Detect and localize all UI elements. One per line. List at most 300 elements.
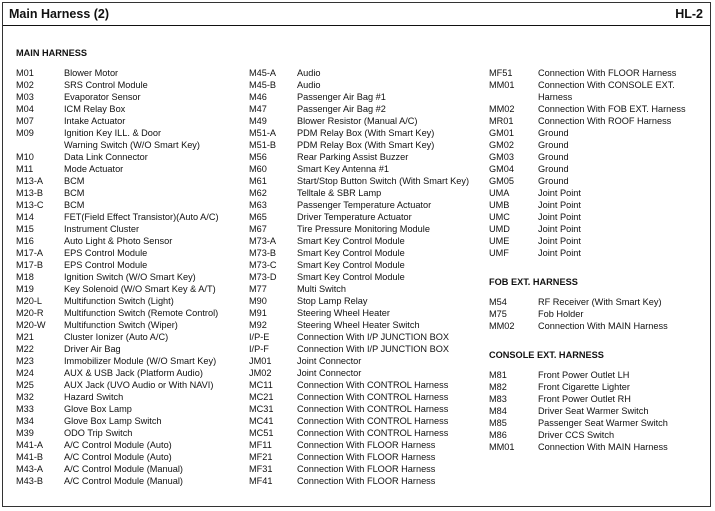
connector-row [249, 451, 485, 463]
connector-description: A/C Control Module (Auto) [64, 440, 172, 450]
connector-code: M13-A [16, 176, 44, 186]
connector-code: M15 [16, 224, 34, 234]
connector-description: Connection With CONTROL Harness [297, 404, 449, 414]
connector-code: M62 [249, 188, 267, 198]
connector-code: M83 [489, 394, 507, 404]
connector-description: Passenger Air Bag #2 [297, 104, 386, 114]
connector-row [16, 463, 244, 475]
connector-row [489, 296, 707, 308]
connector-row [16, 79, 244, 91]
connector-code: M13-B [16, 188, 44, 198]
connector-description: EPS Control Module [64, 248, 148, 258]
connector-description: Start/Stop Button Switch (With Smart Key) [297, 176, 470, 186]
connector-code: M54 [489, 297, 507, 307]
connector-row [16, 307, 244, 319]
connector-row [249, 199, 485, 211]
connector-code: UME [489, 236, 510, 246]
connector-description: Driver Air Bag [64, 344, 121, 354]
connector-description: Instrument Cluster [64, 224, 140, 234]
connector-row [249, 235, 485, 247]
connector-row [249, 427, 485, 439]
column-2 [249, 47, 485, 487]
connector-row [16, 103, 244, 115]
connector-description: Glove Box Lamp [64, 404, 132, 414]
connector-description: Ground [538, 176, 569, 186]
connector-row [489, 187, 707, 199]
connector-code: M39 [16, 428, 34, 438]
connector-description: Evaporator Sensor [64, 92, 141, 102]
connector-code: MM01 [489, 80, 515, 90]
connector-description: RF Receiver (With Smart Key) [538, 297, 662, 307]
connector-description: Telltale & SBR Lamp [297, 188, 382, 198]
connector-description: Joint Connector [297, 368, 362, 378]
section-title-blank [249, 47, 485, 61]
connector-code: M61 [249, 176, 267, 186]
connector-row [16, 451, 244, 463]
connector-row [16, 343, 244, 355]
connector-description: A/C Control Module (Manual) [64, 476, 183, 486]
connector-code: M51-A [249, 128, 277, 138]
connector-description: Front Cigarette Lighter [538, 382, 630, 392]
connector-row [249, 439, 485, 451]
connector-code: M90 [249, 296, 267, 306]
connector-description: Joint Connector [297, 356, 362, 366]
connector-code: MF41 [249, 476, 273, 486]
connector-description: BCM [64, 176, 85, 186]
connector-code: M63 [249, 200, 267, 210]
connector-list-console [489, 369, 707, 453]
connector-code: M60 [249, 164, 267, 174]
connector-code: I/P-E [249, 332, 270, 342]
connector-row [489, 91, 707, 103]
connector-row [489, 320, 707, 332]
connector-code: M34 [16, 416, 34, 426]
connector-code: M75 [489, 309, 507, 319]
connector-row [16, 151, 244, 163]
connector-description: Connection With CONTROL Harness [297, 416, 449, 426]
connector-row [249, 355, 485, 367]
connector-row [16, 91, 244, 103]
connector-description: Connection With FLOOR Harness [297, 464, 436, 474]
connector-code: M13-C [16, 200, 44, 210]
connector-code: MM02 [489, 321, 515, 331]
connector-description: Joint Point [538, 224, 581, 234]
connector-row [249, 415, 485, 427]
connector-description: Multi Switch [297, 284, 347, 294]
connector-row [489, 175, 707, 187]
connector-code: M65 [249, 212, 267, 222]
connector-code: M73-B [249, 248, 277, 258]
connector-row [489, 308, 707, 320]
connector-description: Connection With CONTROL Harness [297, 392, 449, 402]
connector-code: M01 [16, 68, 34, 78]
connector-description: Connection With ROOF Harness [538, 116, 672, 126]
connector-description: Smart Key Control Module [297, 248, 405, 258]
connector-description: Cluster Ionizer (Auto A/C) [64, 332, 169, 342]
connector-row [489, 151, 707, 163]
connector-row [16, 247, 244, 259]
connector-description: Ignition Switch (W/O Smart Key) [64, 272, 196, 282]
connector-description: SRS Control Module [64, 80, 148, 90]
section-title-fob-ext-harness: FOB EXT. HARNESS [489, 277, 578, 287]
connector-list-col3-main [489, 67, 707, 259]
connector-row [249, 223, 485, 235]
connector-row [16, 391, 244, 403]
connector-code: MC11 [249, 380, 273, 390]
connector-description: Smart Key Control Module [297, 272, 405, 282]
connector-row [249, 139, 485, 151]
connector-description: A/C Control Module (Manual) [64, 464, 183, 474]
connector-row [16, 475, 244, 487]
connector-description: Hazard Switch [64, 392, 124, 402]
connector-code: M22 [16, 344, 34, 354]
connector-row [489, 139, 707, 151]
connector-description: Key Solenoid (W/O Smart Key & A/T) [64, 284, 216, 294]
connector-code: M20-R [16, 308, 44, 318]
connector-row [16, 199, 244, 211]
connector-description: Connection With MAIN Harness [538, 321, 668, 331]
connector-description: Passenger Air Bag #1 [297, 92, 386, 102]
connector-code: M86 [489, 430, 507, 440]
connector-description: AUX Jack (UVO Audio or With NAVI) [64, 380, 214, 390]
connector-description: Connection With I/P JUNCTION BOX [297, 332, 449, 342]
connector-row [489, 79, 707, 91]
connector-row [249, 211, 485, 223]
connector-description: Connection With CONTROL Harness [297, 380, 449, 390]
connector-code: M43-B [16, 476, 44, 486]
connector-row [489, 67, 707, 79]
connector-code: M49 [249, 116, 267, 126]
connector-row [489, 405, 707, 417]
connector-row [16, 115, 244, 127]
connector-code: GM05 [489, 176, 515, 186]
section-title-blank [489, 47, 707, 61]
connector-description: Connection With I/P JUNCTION BOX [297, 344, 449, 354]
connector-code: M04 [16, 104, 34, 114]
connector-row [16, 163, 244, 175]
connector-description: Connection With FLOOR Harness [297, 476, 436, 486]
connector-row [16, 211, 244, 223]
connector-row [249, 367, 485, 379]
connector-code: MF21 [249, 452, 273, 462]
connector-row [489, 127, 707, 139]
connector-code: M82 [489, 382, 507, 392]
connector-code: M20-L [16, 296, 43, 306]
connector-code: M17-B [16, 260, 44, 270]
connector-description: Ground [538, 140, 569, 150]
connector-description: Smart Key Control Module [297, 236, 405, 246]
page-frame [2, 2, 711, 507]
connector-code: M11 [16, 164, 34, 174]
connector-row [16, 331, 244, 343]
connector-row [249, 127, 485, 139]
connector-description: Front Power Outlet LH [538, 370, 630, 380]
connector-row [249, 103, 485, 115]
connector-code: UMA [489, 188, 510, 198]
connector-description: Immobilizer Module (W/O Smart Key) [64, 356, 217, 366]
connector-code: M45-B [249, 80, 277, 90]
connector-code: MF51 [489, 68, 513, 78]
connector-row [249, 91, 485, 103]
connector-code: M73-D [249, 272, 277, 282]
connector-description: Ground [538, 128, 569, 138]
connector-row [489, 103, 707, 115]
connector-description: Mode Actuator [64, 164, 124, 174]
connector-description: Connection With MAIN Harness [538, 442, 668, 452]
connector-description: Auto Light & Photo Sensor [64, 236, 173, 246]
connector-code: UMD [489, 224, 510, 234]
section-spacer [489, 259, 707, 276]
connector-row [489, 115, 707, 127]
connector-description: Audio [297, 80, 321, 90]
connector-row [249, 151, 485, 163]
connector-code: I/P-F [249, 344, 269, 354]
connector-row [16, 355, 244, 367]
connector-code: UMF [489, 248, 509, 258]
connector-row [249, 331, 485, 343]
connector-code: M45-A [249, 68, 277, 78]
connector-row [16, 439, 244, 451]
connector-row [16, 223, 244, 235]
connector-code: MC21 [249, 392, 274, 402]
connector-row [16, 295, 244, 307]
column-1 [16, 47, 244, 487]
connector-description: Steering Wheel Heater [297, 308, 390, 318]
connector-row [249, 307, 485, 319]
connector-row [489, 441, 707, 453]
connector-description: Steering Wheel Heater Switch [297, 320, 420, 330]
connector-code: GM02 [489, 140, 515, 150]
connector-row [16, 271, 244, 283]
connector-code: MM02 [489, 104, 515, 114]
connector-row [249, 475, 485, 487]
connector-list-col1 [16, 67, 244, 487]
connector-description: Connection With FOB EXT. Harness [538, 104, 686, 114]
connector-code: M91 [249, 308, 267, 318]
connector-code: GM04 [489, 164, 515, 174]
connector-description: Glove Box Lamp Switch [64, 416, 162, 426]
connector-code: M47 [249, 104, 267, 114]
connector-row [249, 379, 485, 391]
connector-description: FET(Field Effect Transistor)(Auto A/C) [64, 212, 219, 222]
connector-row [16, 235, 244, 247]
connector-code: MR01 [489, 116, 514, 126]
connector-code: M23 [16, 356, 34, 366]
connector-row [249, 463, 485, 475]
connector-row [489, 369, 707, 381]
connector-row [489, 223, 707, 235]
connector-description: Data Link Connector [64, 152, 148, 162]
connector-description: BCM [64, 200, 85, 210]
connector-code: M73-C [249, 260, 277, 270]
connector-code: GM03 [489, 152, 515, 162]
connector-code: M02 [16, 80, 34, 90]
connector-row [489, 235, 707, 247]
connector-description: ODO Trip Switch [64, 428, 133, 438]
connector-code: M85 [489, 418, 507, 428]
connector-list-fob [489, 296, 707, 332]
connector-row [249, 163, 485, 175]
connector-description: Joint Point [538, 212, 581, 222]
connector-row [249, 271, 485, 283]
connector-code: M10 [16, 152, 34, 162]
connector-code: MC51 [249, 428, 274, 438]
connector-code: MF31 [249, 464, 273, 474]
connector-row [16, 67, 244, 79]
connector-description: Ignition Key ILL. & Door [64, 128, 162, 138]
connector-code: JM01 [249, 356, 272, 366]
connector-description: Stop Lamp Relay [297, 296, 368, 306]
connector-row [249, 295, 485, 307]
connector-row [249, 175, 485, 187]
connector-row [16, 175, 244, 187]
connector-code: GM01 [489, 128, 515, 138]
connector-description: Joint Point [538, 188, 581, 198]
connector-code: M56 [249, 152, 267, 162]
connector-description: BCM [64, 188, 85, 198]
connector-code: M46 [249, 92, 267, 102]
connector-row [489, 429, 707, 441]
section-title-console-ext-harness: CONSOLE EXT. HARNESS [489, 350, 604, 360]
connector-row [489, 393, 707, 405]
connector-description: PDM Relay Box (With Smart Key) [297, 128, 435, 138]
connector-code: M17-A [16, 248, 44, 258]
connector-code [489, 91, 538, 103]
connector-description: Smart Key Antenna #1 [297, 164, 389, 174]
connector-code: M41-A [16, 440, 44, 450]
connector-row [249, 79, 485, 91]
connector-description: Intake Actuator [64, 116, 126, 126]
connector-description: Smart Key Control Module [297, 260, 405, 270]
connector-code: MC41 [249, 416, 274, 426]
connector-code: MC31 [249, 404, 274, 414]
connector-row [249, 403, 485, 415]
connector-row [249, 67, 485, 79]
connector-row [16, 379, 244, 391]
connector-description: Multifunction Switch (Remote Control) [64, 308, 219, 318]
connector-row [16, 367, 244, 379]
connector-description: Ground [538, 152, 569, 162]
connector-code: M09 [16, 128, 34, 138]
connector-code: M18 [16, 272, 34, 282]
connector-description: Connection With FLOOR Harness [297, 440, 436, 450]
connector-description: Blower Motor [64, 68, 119, 78]
connector-code: M33 [16, 404, 34, 414]
connector-code: M20-W [16, 320, 46, 330]
connector-description: Blower Resistor (Manual A/C) [297, 116, 418, 126]
connector-row [489, 417, 707, 429]
connector-row [249, 391, 485, 403]
connector-description: PDM Relay Box (With Smart Key) [297, 140, 435, 150]
connector-row [16, 403, 244, 415]
connector-code: M25 [16, 380, 34, 390]
connector-row [249, 343, 485, 355]
connector-code: M51-B [249, 140, 277, 150]
connector-description: ICM Relay Box [64, 104, 126, 114]
connector-row [489, 247, 707, 259]
connector-row [16, 187, 244, 199]
connector-row [16, 415, 244, 427]
connector-description: Passenger Seat Warmer Switch [538, 418, 668, 428]
page-title: Main Harness (2) [9, 7, 110, 21]
connector-description: Joint Point [538, 236, 581, 246]
connector-description: Connection With CONTROL Harness [297, 428, 449, 438]
connector-row [489, 211, 707, 223]
connector-description: Connection With FLOOR Harness [297, 452, 436, 462]
connector-description: Connection With FLOOR Harness [538, 68, 677, 78]
connector-row [249, 283, 485, 295]
connector-description: Audio [297, 68, 321, 78]
connector-code: UMC [489, 212, 510, 222]
connector-row [16, 139, 244, 151]
connector-row [16, 127, 244, 139]
connector-code: M32 [16, 392, 34, 402]
connector-description: Tire Pressure Monitoring Module [297, 224, 430, 234]
connector-row [16, 283, 244, 295]
connector-code: M03 [16, 92, 34, 102]
connector-code: M41-B [16, 452, 44, 462]
connector-description: Harness [538, 92, 573, 102]
connector-row [489, 163, 707, 175]
connector-description: AUX & USB Jack (Platform Audio) [64, 368, 203, 378]
connector-description: Driver Seat Warmer Switch [538, 406, 649, 416]
connector-row [16, 427, 244, 439]
connector-code: M16 [16, 236, 34, 246]
connector-code: M92 [249, 320, 267, 330]
column-3 [489, 47, 707, 453]
connector-row [489, 199, 707, 211]
connector-description: Joint Point [538, 200, 581, 210]
connector-description: Connection With CONSOLE EXT. [538, 80, 675, 90]
connector-description: Fob Holder [538, 309, 584, 319]
connector-list-col2 [249, 67, 485, 487]
section-title-main-harness: MAIN HARNESS [16, 48, 87, 58]
connector-description: Multifunction Switch (Light) [64, 296, 174, 306]
connector-row [16, 319, 244, 331]
section-spacer [489, 332, 707, 349]
connector-code: JM02 [249, 368, 272, 378]
connector-code: MM01 [489, 442, 515, 452]
connector-code: M84 [489, 406, 507, 416]
connector-code: M43-A [16, 464, 44, 474]
connector-description: Passenger Temperature Actuator [297, 200, 432, 210]
connector-code: M07 [16, 116, 34, 126]
connector-row [489, 381, 707, 393]
connector-row [16, 259, 244, 271]
connector-row [249, 247, 485, 259]
header-bar [3, 3, 710, 26]
connector-row [249, 187, 485, 199]
connector-code: MF11 [249, 440, 272, 450]
connector-code: M19 [16, 284, 34, 294]
connector-row [249, 115, 485, 127]
connector-code: M77 [249, 284, 267, 294]
connector-description: Warning Switch (W/O Smart Key) [64, 140, 200, 150]
connector-code: UMB [489, 200, 510, 210]
connector-description: Joint Point [538, 248, 581, 258]
connector-code [16, 139, 64, 151]
connector-description: EPS Control Module [64, 260, 148, 270]
connector-code: M73-A [249, 236, 277, 246]
connector-description: Driver CCS Switch [538, 430, 615, 440]
connector-row [249, 259, 485, 271]
connector-code: M24 [16, 368, 34, 378]
page-code: HL-2 [675, 7, 703, 21]
connector-description: Driver Temperature Actuator [297, 212, 412, 222]
connector-description: Multifunction Switch (Wiper) [64, 320, 178, 330]
connector-row [249, 319, 485, 331]
connector-code: M81 [489, 370, 507, 380]
